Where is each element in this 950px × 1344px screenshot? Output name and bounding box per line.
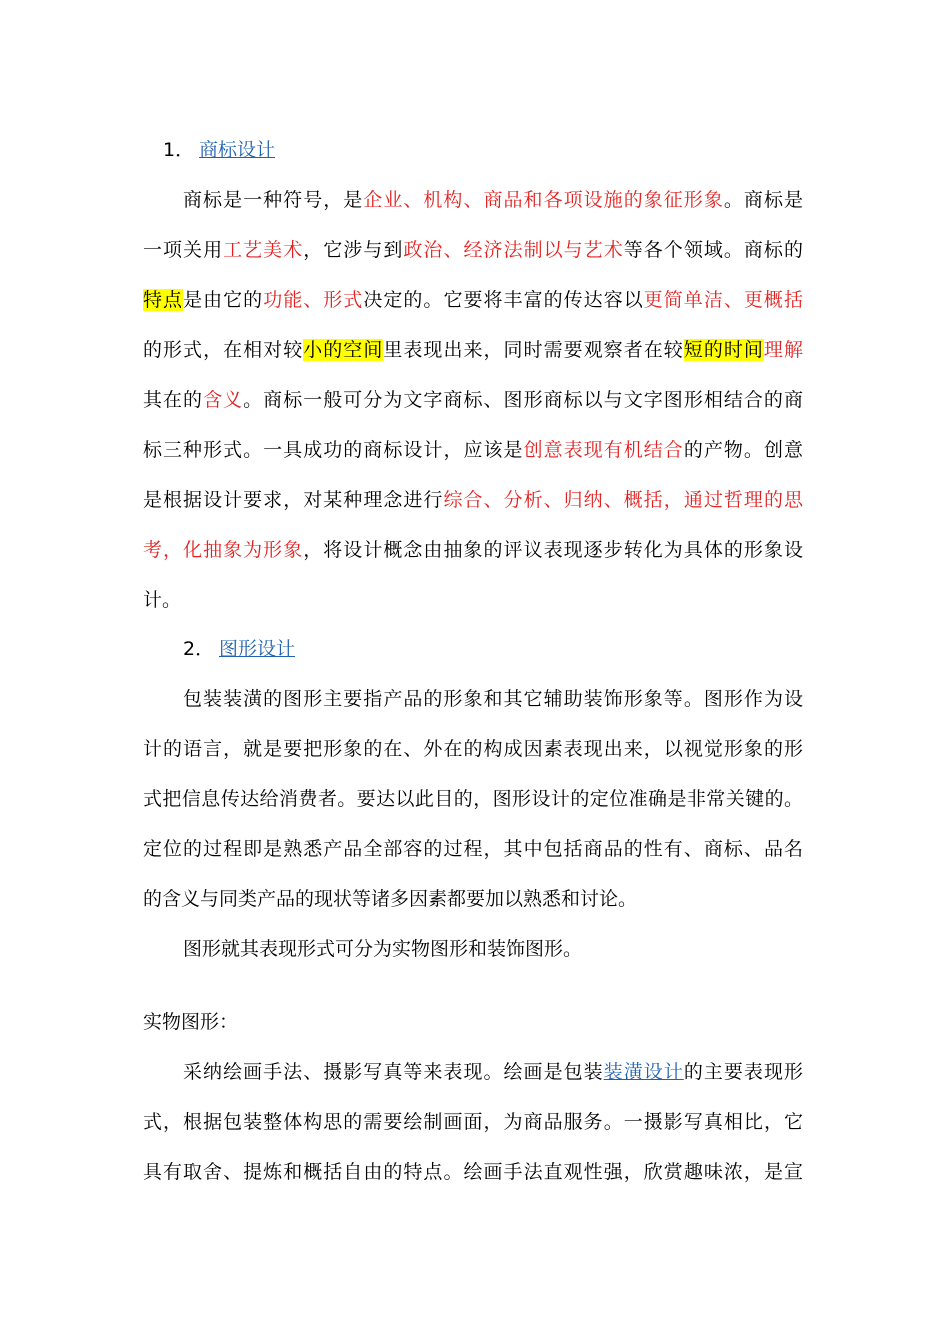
paragraph-line xyxy=(143,386,803,414)
paragraph-line: 定位的过程即是熟悉产品全部容的过程，其中包括商品的性有、商标、品名 xyxy=(143,838,803,860)
text-run: 的形式，在相对较 xyxy=(143,339,304,361)
highlighted-text: 小的空间 xyxy=(303,339,384,361)
text-run: 一项关用 xyxy=(143,239,224,261)
text-run: 是根据设计要求，对某种理念进行 xyxy=(143,489,444,511)
red-text: 综合、分析、归纳、概括，通过哲理的思 xyxy=(443,489,803,511)
paragraph-line: 具有取舍、提炼和概括自由的特点。绘画手法直观性强，欣赏趣味浓，是宣 xyxy=(143,1161,803,1183)
heading-number: 1． xyxy=(163,139,195,161)
paragraph-line xyxy=(143,536,803,564)
red-text: 工艺美术 xyxy=(223,239,304,261)
subheading-realistic-graphics: 实物图形： xyxy=(143,1011,239,1033)
packaging-design-link[interactable]: 装潢设计 xyxy=(603,1061,684,1083)
red-text: 政治、经济法制以与艺术 xyxy=(403,239,624,261)
highlighted-text: 短的时间 xyxy=(683,339,764,361)
trademark-design-link[interactable]: 商标设计 xyxy=(199,139,276,161)
paragraph-line: 的含义与同类产品的现状等诸多因素都要加以熟悉和讨论。 xyxy=(143,888,638,910)
paragraph-line xyxy=(143,336,803,364)
text-run: 商标是一种符号，是 xyxy=(183,189,364,211)
text-run: ，它涉与到 xyxy=(303,239,404,261)
text-run: 。商标是 xyxy=(723,189,803,211)
red-text: 理解 xyxy=(763,339,803,361)
text-run: 标三种形式。一具成功的商标设计，应该是 xyxy=(143,439,524,461)
heading-number: 2． xyxy=(183,638,215,660)
text-run: 采纳绘画手法、摄影写真等来表现。绘画是包装 xyxy=(183,1061,604,1083)
paragraph-line: 式把信息传达给消费者。要达以此目的，图形设计的定位准确是非常关键的。 xyxy=(143,788,803,810)
paragraph-line: 包装装潢的图形主要指产品的形象和其它辅助装饰形象等。图形作为设 xyxy=(183,688,803,710)
graphic-design-link[interactable]: 图形设计 xyxy=(219,638,296,660)
red-text: 含义 xyxy=(203,389,244,411)
red-text: 创意表现有机结合 xyxy=(523,439,684,461)
text-run: 的产物。创意 xyxy=(683,439,803,461)
paragraph-line: 式，根据包装整体构思的需要绘制画面，为商品服务。一摄影写真相比，它 xyxy=(143,1111,803,1133)
text-run: 决定的。它要将丰富的传达容以 xyxy=(363,289,644,311)
text-run: 的主要表现形 xyxy=(683,1061,803,1083)
highlighted-text: 特点 xyxy=(143,289,184,311)
paragraph-line: 计。 xyxy=(143,589,182,611)
red-text: 企业、机构、商品和各项设施的象征形象 xyxy=(363,189,724,211)
paragraph-line xyxy=(143,486,803,514)
text-run: 是由它的 xyxy=(183,289,264,311)
paragraph-line xyxy=(143,236,803,264)
red-text: 功能、形式 xyxy=(263,289,364,311)
paragraph-line xyxy=(143,186,803,214)
text-run: 等各个领域。商标的 xyxy=(623,239,803,261)
paragraph-line xyxy=(143,286,803,314)
red-text: 考，化抽象为形象 xyxy=(143,539,304,561)
text-run: ，将设计概念由抽象的评议表现逐步转化为具体的形象设 xyxy=(303,539,803,561)
text-run: 里表现出来，同时需要观察者在较 xyxy=(383,339,684,361)
text-run: 其在的 xyxy=(143,389,204,411)
heading-graphic-design xyxy=(183,635,843,663)
paragraph-line xyxy=(143,1058,803,1086)
text-run: 。商标一般可分为文字商标、图形商标以与文字图形相结合的商 xyxy=(243,389,803,411)
paragraph-line: 计的语言，就是要把形象的在、外在的构成因素表现出来，以视觉形象的形 xyxy=(143,738,803,760)
paragraph-line xyxy=(143,436,803,464)
paragraph-line: 图形就其表现形式可分为实物图形和装饰图形。 xyxy=(183,938,583,960)
heading-trademark-design xyxy=(163,136,823,164)
red-text: 更简单洁、更概括 xyxy=(643,289,803,311)
